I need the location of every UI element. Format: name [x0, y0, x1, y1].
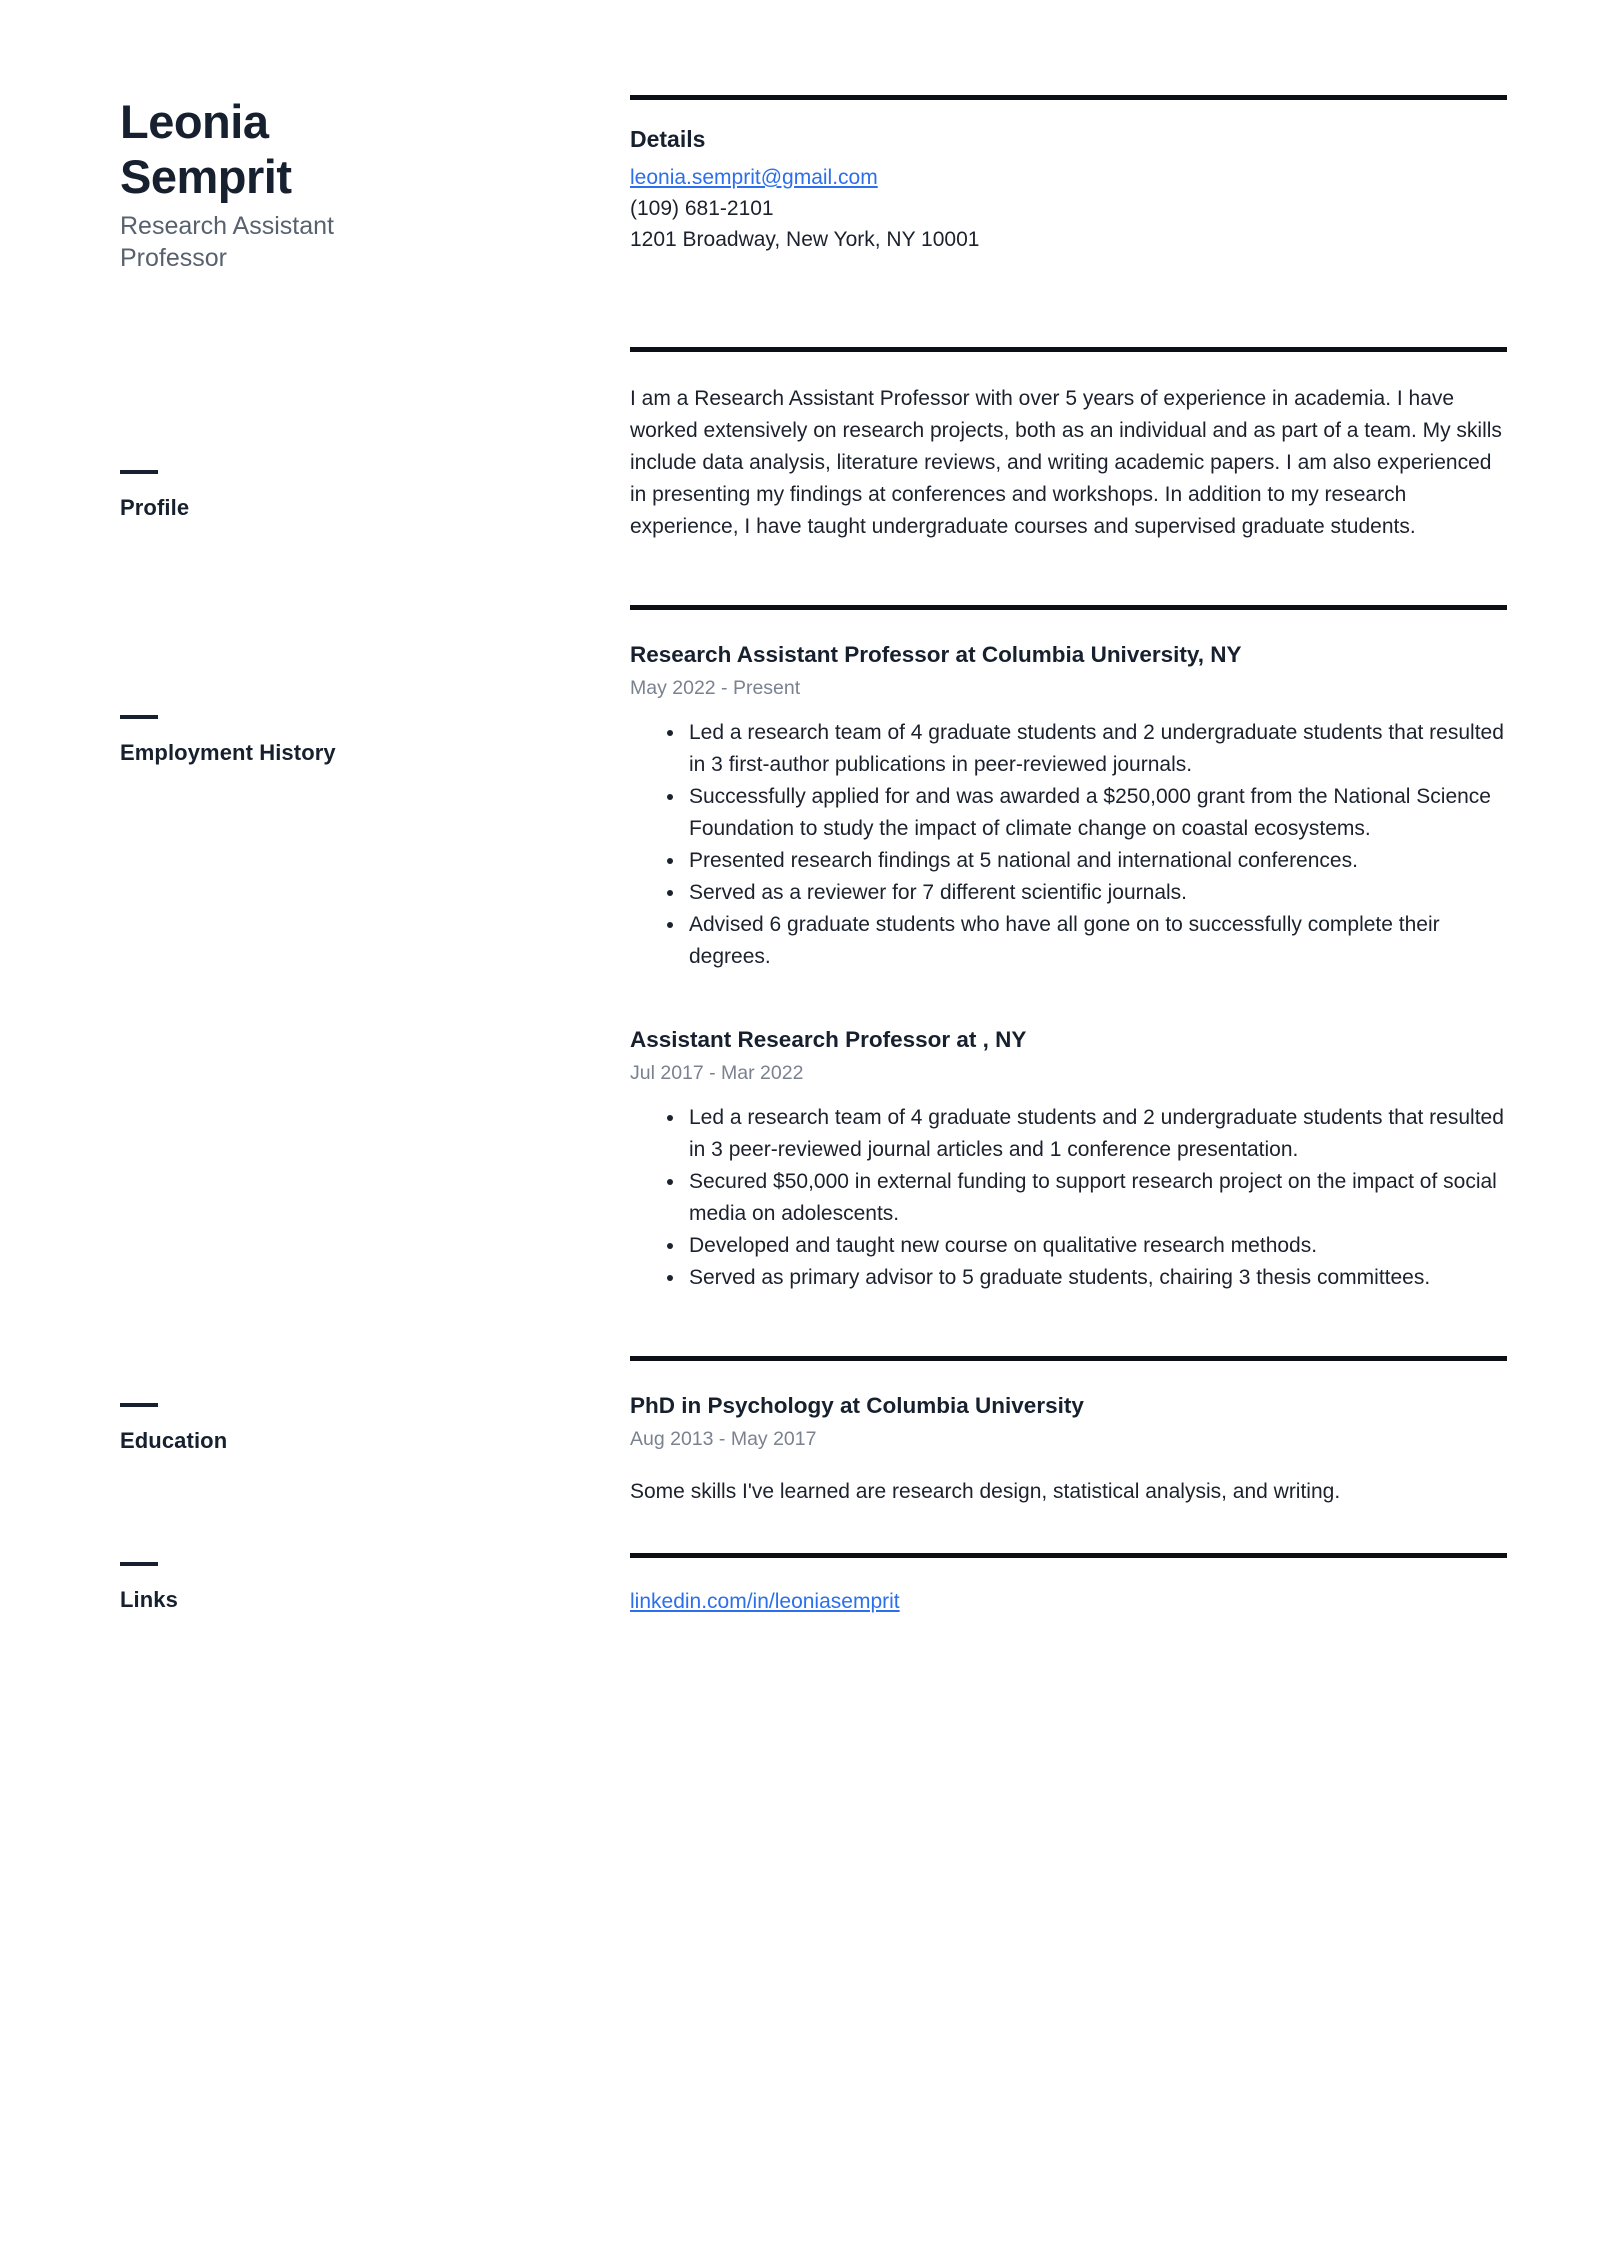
education-title: PhD in Psychology at Columbia University	[630, 1392, 1084, 1418]
section-dash-icon	[120, 470, 158, 474]
candidate-header	[120, 95, 590, 274]
employment-entry	[630, 610, 1510, 973]
sidebar-column	[120, 95, 630, 1617]
sidebar-label-profile: Profile	[120, 495, 190, 521]
employment-entry	[630, 1025, 1510, 1294]
email-link[interactable]: leonia.semprit@gmail.com	[630, 165, 878, 189]
job-bullet: Served as a reviewer for 7 different scientific journals.	[667, 877, 1510, 909]
details-address: 1201 Broadway, New York, NY 10001	[630, 228, 980, 252]
details-phone: (109) 681-2101	[630, 196, 774, 220]
candidate-name	[120, 95, 410, 204]
job-bullet: Advised 6 graduate students who have all gone on to successfully complete their degrees.	[667, 909, 1510, 973]
education-section	[630, 1356, 1510, 1509]
job-bullet: Presented research findings at 5 national and international conferences.	[667, 845, 1510, 877]
sidebar-section-links	[120, 1562, 590, 1613]
section-divider	[630, 95, 1507, 100]
section-dash-icon	[120, 1562, 158, 1566]
links-section	[630, 1553, 1510, 1617]
job-bullet: Served as primary advisor to 5 graduate students, chairing 3 thesis committees.	[667, 1262, 1510, 1294]
job-bullet: Successfully applied for and was awarded a $250,000 grant from the National Science Foundation to study the impact of climate change on coastal ecosystems.	[667, 781, 1510, 845]
details-email-row	[630, 162, 1510, 193]
sidebar-section-education	[120, 1403, 590, 1454]
linkedin-link[interactable]: linkedin.com/in/leoniasemprit	[630, 1590, 900, 1614]
candidate-name-line2: Semprit	[120, 149, 292, 203]
section-dash-icon	[120, 1403, 158, 1407]
profile-text: I am a Research Assistant Professor with over 5 years of experience in academia. I have worked extensively on research projects, both as an individual and as part of a team. My skills include data analysis, literature reviews, and writing academic papers. I am also experienced in presenting my findings at conferences and workshops. In addition to my research experience, I have taught undergraduate courses and supervised graduate students.	[630, 387, 1502, 538]
job-date: May 2022 - Present	[630, 676, 801, 699]
profile-section	[630, 347, 1510, 543]
sidebar-label-employment: Employment History	[120, 740, 336, 766]
details-heading: Details	[630, 126, 706, 152]
job-date: Jul 2017 - Mar 2022	[630, 1061, 804, 1084]
sidebar-label-links: Links	[120, 1587, 178, 1613]
job-bullet: Secured $50,000 in external funding to support research project on the impact of social media on adolescents.	[667, 1166, 1510, 1230]
job-title: Research Assistant Professor at Columbia University, NY	[630, 641, 1242, 667]
candidate-role: Research Assistant Professor	[120, 212, 334, 273]
education-entry	[630, 1391, 1510, 1509]
details-section	[630, 95, 1510, 255]
employment-section	[630, 605, 1510, 1294]
job-bullet: Led a research team of 4 graduate students and 2 undergraduate students that resulted in 3 first-author publications in peer-reviewed journals.	[667, 717, 1510, 781]
job-title: Assistant Research Professor at , NY	[630, 1026, 1027, 1052]
section-dash-icon	[120, 715, 158, 719]
content-column	[630, 95, 1510, 1617]
links-list	[630, 1586, 1510, 1617]
education-date: Aug 2013 - May 2017	[630, 1427, 817, 1450]
sidebar-section-employment	[120, 715, 590, 766]
sidebar-section-profile	[120, 470, 590, 521]
job-bullet: Developed and taught new course on qualitative research methods.	[667, 1230, 1510, 1262]
education-description: Some skills I've learned are research design, statistical analysis, and writing.	[630, 1480, 1341, 1504]
job-bullet-list	[630, 717, 1510, 972]
sidebar-label-education: Education	[120, 1427, 228, 1453]
job-bullet: Led a research team of 4 graduate students and 2 undergraduate students that resulted in 3 peer-reviewed journal articles and 1 conference presentation.	[667, 1102, 1510, 1166]
candidate-name-line1: Leonia	[120, 95, 269, 148]
job-bullet-list	[630, 1102, 1510, 1293]
